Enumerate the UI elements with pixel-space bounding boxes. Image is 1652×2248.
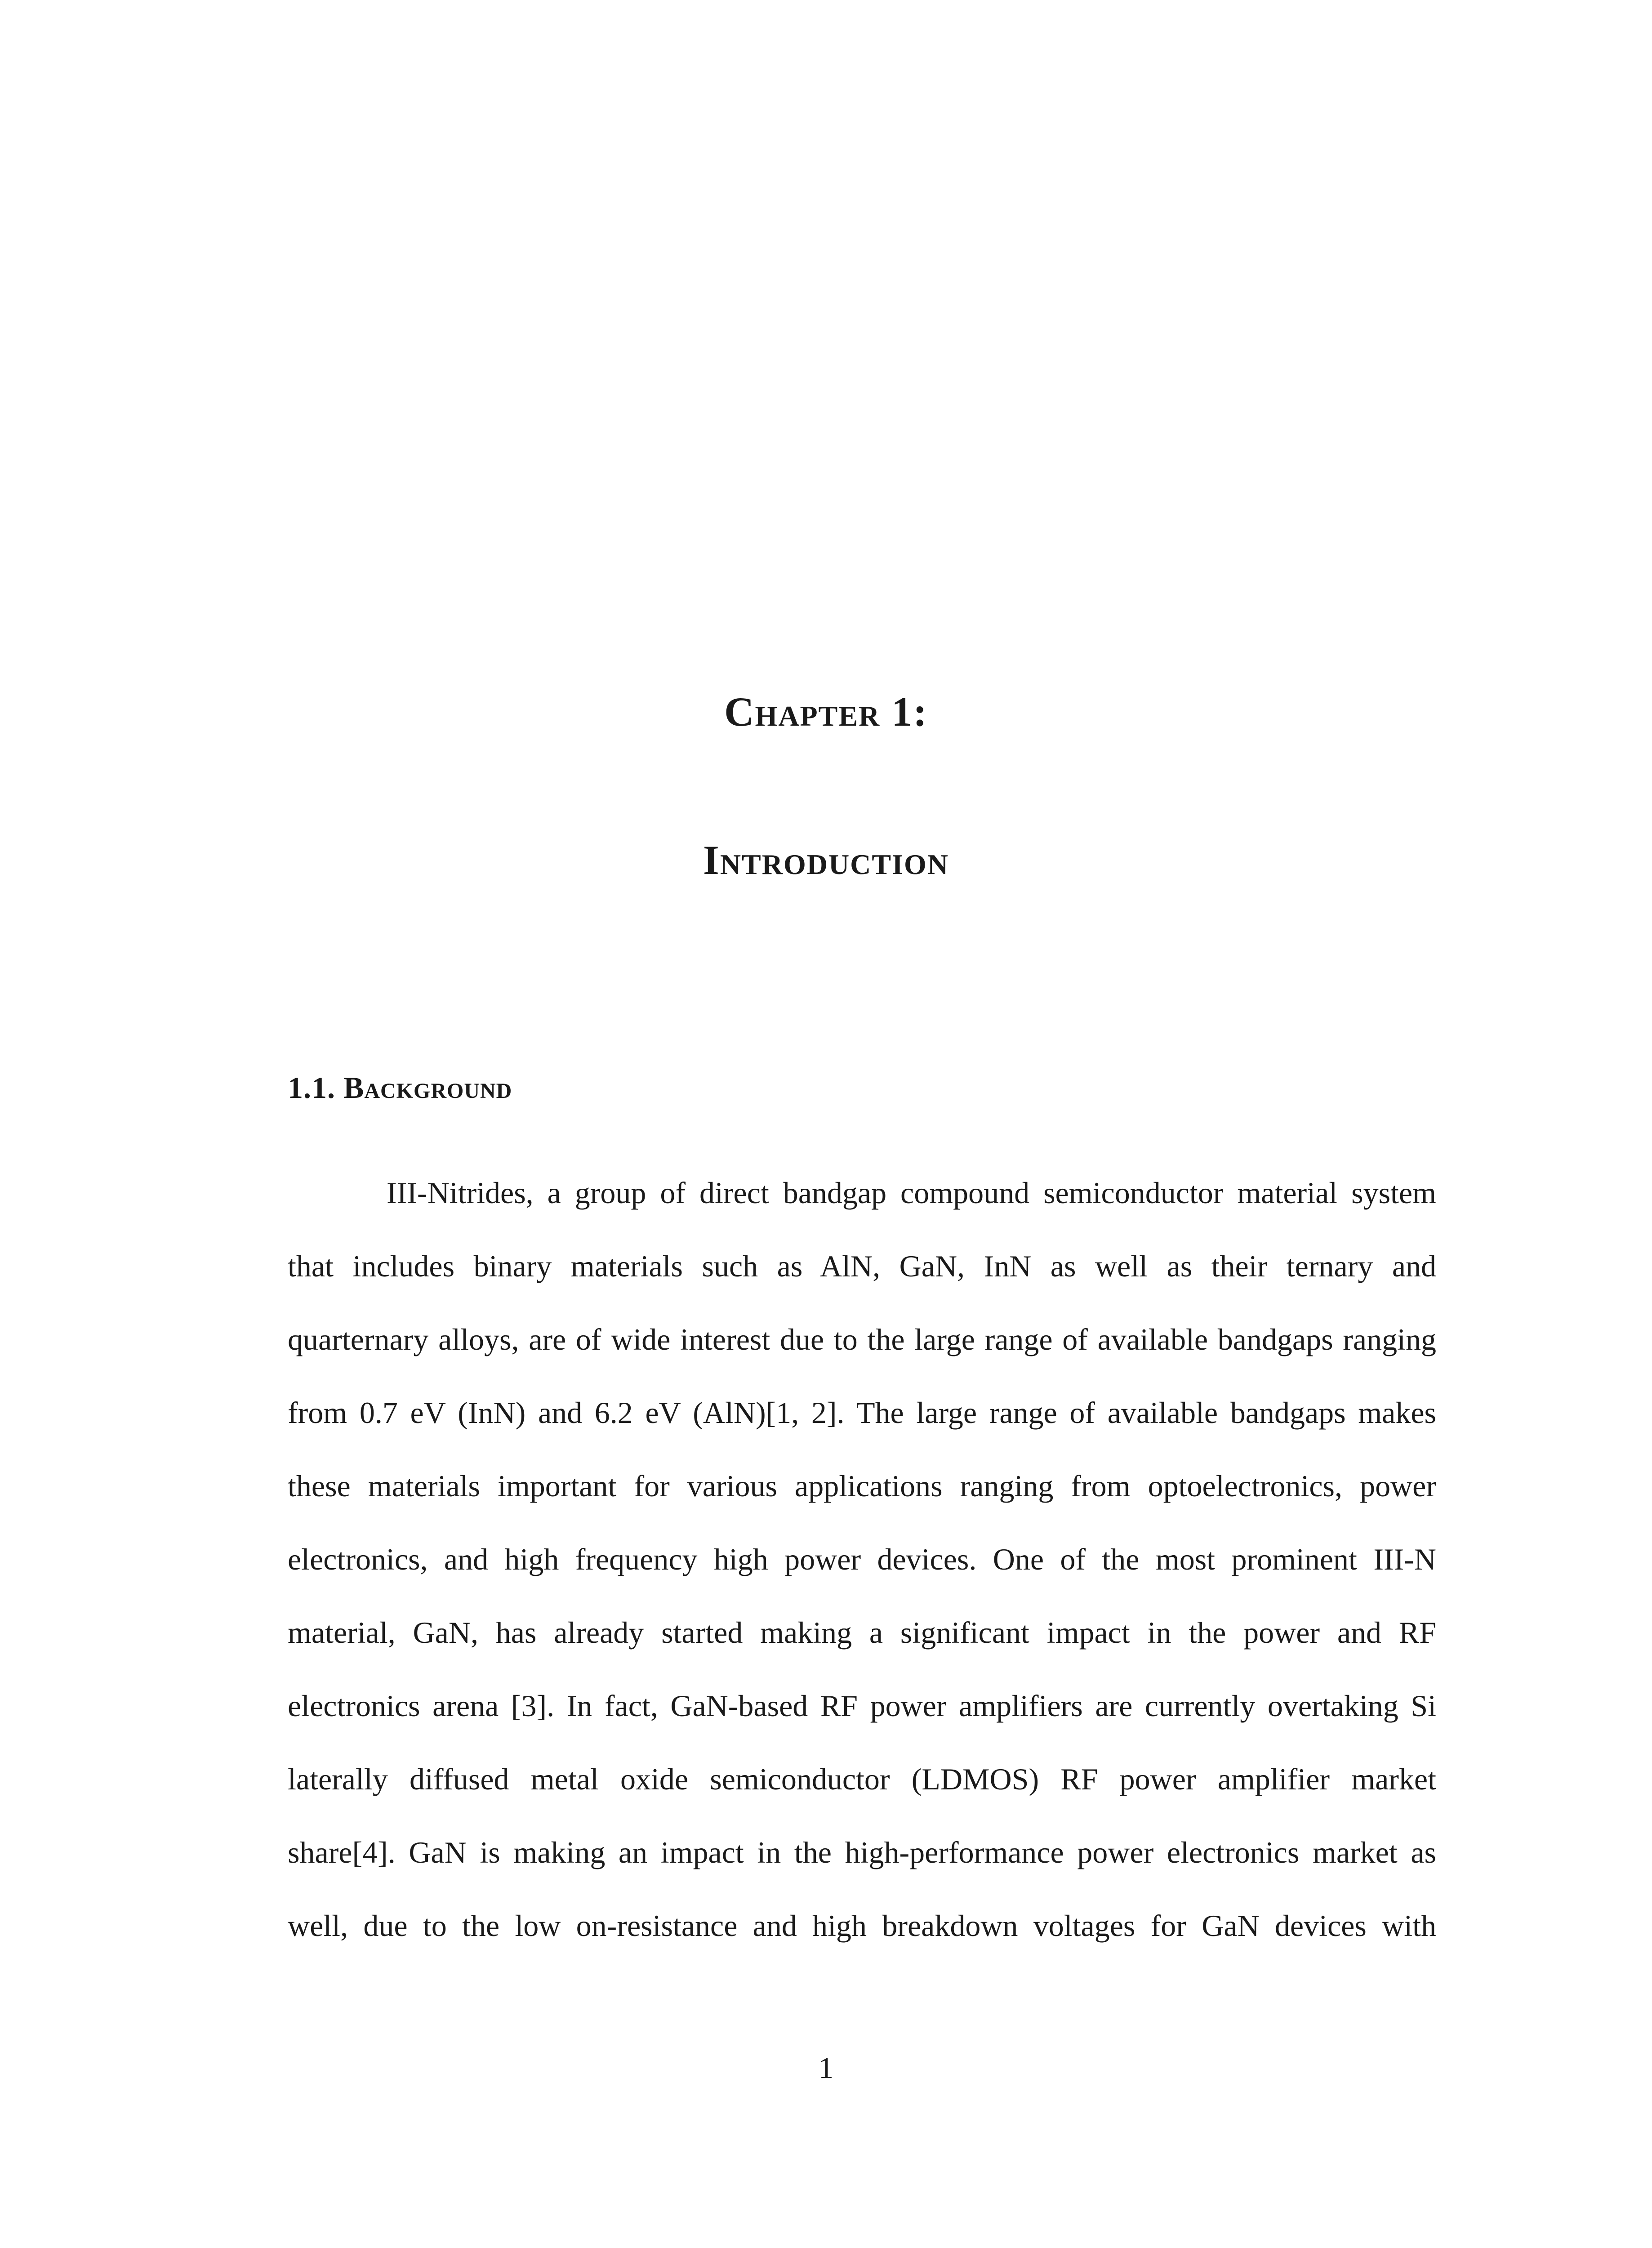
paragraph-line: laterally diffused metal oxide semiconductor (LDMOS) RF power amplifier market (288, 1762, 1436, 1796)
section-heading: 1.1. Background (288, 1070, 512, 1105)
paragraph-line: quarternary alloys, are of wide interest due to the large range of available bandgaps ranging (288, 1322, 1436, 1356)
paragraph-line: from 0.7 eV (InN) and 6.2 eV (AlN)[1, 2]. The large range of available bandgaps makes (288, 1396, 1436, 1430)
paragraph-line: well, due to the low on-resistance and high breakdown voltages for GaN devices with (288, 1909, 1436, 1943)
body-paragraph (288, 1156, 1436, 1963)
paragraph-line: III-Nitrides, a group of direct bandgap compound semiconductor material system (387, 1176, 1436, 1210)
page-number: 1 (818, 2051, 834, 2085)
paragraph-line: these materials important for various applications ranging from optoelectronics, power (288, 1469, 1436, 1503)
paragraph-line: electronics, and high frequency high power devices. One of the most prominent III-N (288, 1542, 1436, 1576)
chapter-title: Introduction (703, 837, 949, 883)
paragraph-line: that includes binary materials such as AlN, GaN, InN as well as their ternary and (288, 1249, 1436, 1283)
chapter-label: Chapter 1: (724, 689, 928, 735)
paragraph-line: electronics arena [3]. In fact, GaN-based RF power amplifiers are currently overtaking Si (288, 1689, 1436, 1723)
paragraph-line: share[4]. GaN is making an impact in the high-performance power electronics market as (288, 1835, 1436, 1869)
paragraph-line: material, GaN, has already started making a significant impact in the power and RF (288, 1615, 1436, 1650)
